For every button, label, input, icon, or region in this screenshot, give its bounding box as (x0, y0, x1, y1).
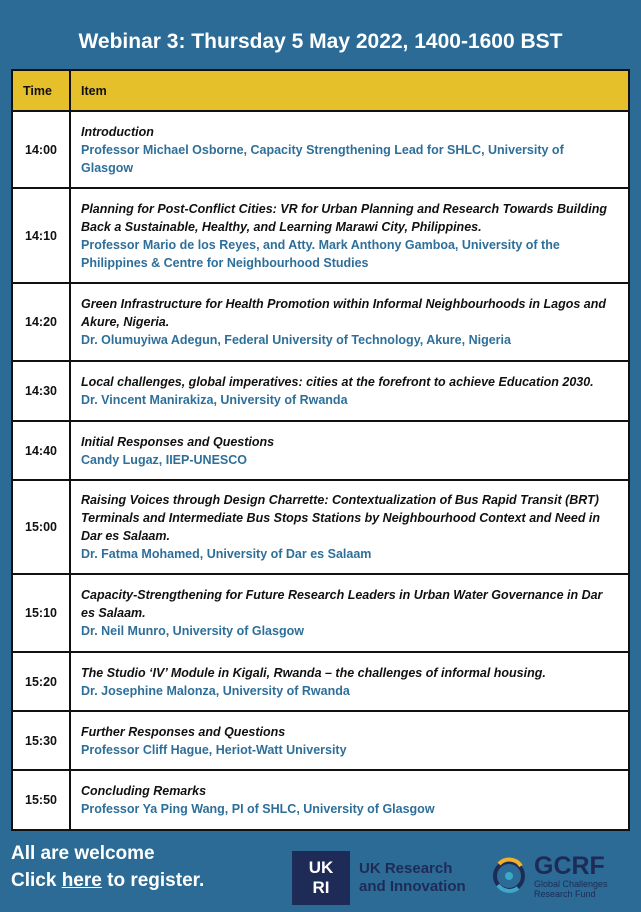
ukri-mark-bottom: RI (312, 878, 330, 897)
session-speaker: Dr. Neil Munro, University of Glasgow (81, 624, 304, 638)
ukri-name-line2: and Innovation (359, 878, 466, 895)
session-speaker: Professor Michael Osborne, Capacity Strengthening Lead for SHLC, University of Glasgow (81, 142, 564, 175)
table-row (12, 574, 629, 652)
table-row (12, 421, 629, 480)
table-row (12, 283, 629, 361)
column-header-item: Item (70, 70, 629, 111)
row-time: 15:20 (12, 652, 70, 711)
session-title: Planning for Post-Conflict Cities: VR for Urban Planning and Research Towards Building Back a Sustainable, Healthy, and Learning Marawi City, Philippines. (81, 201, 607, 234)
table-row (12, 652, 629, 711)
row-time: 14:00 (12, 111, 70, 188)
session-title: Local challenges, global imperatives: cities at the forefront to achieve Education 2030. (81, 375, 594, 389)
gcrf-name: GCRF (534, 852, 605, 880)
row-item (70, 574, 629, 652)
ukri-mark-icon (292, 851, 350, 905)
row-item (70, 711, 629, 770)
row-item (70, 421, 629, 480)
session-speaker: Professor Cliff Hague, Heriot-Watt University (81, 742, 347, 757)
table-header-row (12, 70, 629, 111)
row-item (70, 652, 629, 711)
session-title: Concluding Remarks (81, 784, 207, 798)
row-time: 15:50 (12, 770, 70, 830)
footer-invitation (11, 840, 204, 894)
row-time: 15:10 (12, 574, 70, 652)
row-item (70, 283, 629, 361)
session-title: Raising Voices through Design Charrette: Contextualization of Bus Rapid Transit (BRT) Terminals and Intermediate Bus Stops Stations by Neighbourhood Context and Need in Dar es Salaam. (81, 493, 601, 543)
session-speaker: Professor Mario de los Reyes, and Atty. Mark Anthony Gamboa, University of the Philippines & Centre for Neighbourhood Studies (81, 237, 560, 270)
gcrf-globe-icon (490, 855, 528, 897)
ukri-logo (292, 851, 466, 905)
session-title: The Studio ‘IV’ Module in Kigali, Rwanda – the challenges of informal housing. (81, 665, 546, 680)
session-title: Capacity-Strengthening for Future Research Leaders in Urban Water Governance in Dar es Salaam. (81, 588, 603, 620)
table-row (12, 480, 629, 574)
row-time: 14:30 (12, 361, 70, 421)
ukri-name-line1: UK Research (359, 860, 453, 877)
ukri-mark-top: UK (308, 858, 334, 877)
row-time: 14:40 (12, 421, 70, 480)
register-line (11, 867, 204, 894)
agenda-table (11, 69, 630, 831)
row-time: 14:20 (12, 283, 70, 361)
gcrf-text (534, 853, 608, 899)
register-link[interactable]: here (61, 870, 102, 891)
session-speaker: Dr. Josephine Malonza, University of Rwanda (81, 683, 350, 698)
column-header-time: Time (12, 70, 70, 111)
table-row (12, 711, 629, 770)
session-speaker: Candy Lugaz, IIEP-UNESCO (81, 452, 247, 467)
ukri-name (359, 860, 466, 896)
gcrf-logo (490, 853, 608, 899)
gcrf-line1: Global Challenges (534, 879, 608, 889)
row-time: 14:10 (12, 188, 70, 283)
row-item (70, 361, 629, 421)
row-item (70, 111, 629, 188)
session-title: Further Responses and Questions (81, 724, 286, 739)
session-title: Introduction (81, 124, 154, 139)
session-speaker: Dr. Fatma Mohamed, University of Dar es Salaam (81, 547, 372, 561)
session-title: Green Infrastructure for Health Promotion within Informal Neighbourhoods in Lagos and Akure, Nigeria. (81, 297, 607, 329)
welcome-text: All are welcome (11, 843, 155, 864)
click-text: Click (11, 870, 57, 891)
gcrf-line2: Research Fund (534, 889, 596, 899)
session-speaker: Professor Ya Ping Wang, PI of SHLC, University of Glasgow (81, 802, 435, 816)
page-title: Webinar 3: Thursday 5 May 2022, 1400-1600 BST (78, 30, 563, 53)
session-speaker: Dr. Olumuyiwa Adegun, Federal University of Technology, Akure, Nigeria (81, 333, 511, 347)
session-speaker: Dr. Vincent Manirakiza, University of Rwanda (81, 393, 348, 407)
row-item (70, 770, 629, 830)
row-time: 15:30 (12, 711, 70, 770)
session-title: Initial Responses and Questions (81, 434, 275, 449)
to-register-text: to register. (107, 870, 205, 891)
table-row (12, 361, 629, 421)
table-row (12, 188, 629, 283)
row-time: 15:00 (12, 480, 70, 574)
table-row (12, 111, 629, 188)
row-item (70, 188, 629, 283)
row-item (70, 480, 629, 574)
table-row (12, 770, 629, 830)
